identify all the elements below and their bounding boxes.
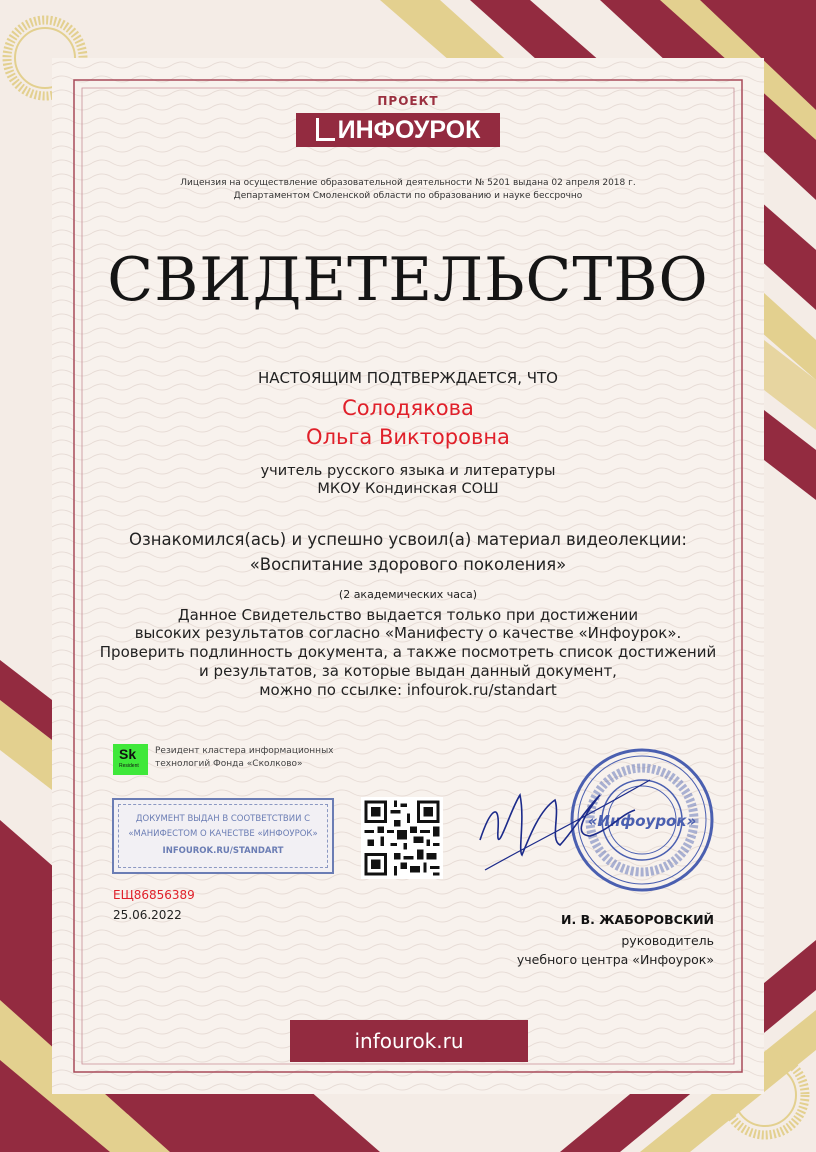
skolkovo-badge [113, 744, 148, 775]
manifest-line-2: «МАНИФЕСТОМ О КАЧЕСТВЕ «ИНФОУРОК» [128, 829, 318, 839]
infourok-logo [296, 113, 500, 147]
document-code: ЕЩ86856389 [113, 888, 195, 902]
body-line-3: Проверить подлинность документа, а также посмотреть список достижений [99, 643, 717, 661]
skolkovo-line-2: технологий Фонда «Сколково» [155, 759, 303, 769]
material-title: «Воспитание здорового поколения» [249, 555, 567, 574]
signer-role-2: учебного центра «Инфоурок» [516, 952, 714, 967]
confirm-text: НАСТОЯЩИМ ПОДТВЕРЖДАЕТСЯ, ЧТО [258, 369, 558, 387]
skolkovo-badge-sub: Resident [119, 763, 139, 769]
manifest-stamp [112, 798, 334, 874]
signer-name: И. В. ЖАБОРОВСКИЙ [561, 912, 714, 927]
recipient-surname: Солодякова [342, 396, 474, 420]
body-line-5: можно по ссылке: infourok.ru/standart [259, 681, 557, 699]
material-hours: (2 академических часа) [338, 588, 478, 601]
recipient-name: Ольга Викторовна [306, 425, 510, 449]
logo-text-part2: УРОК [413, 116, 481, 144]
license-line-2: Департаментом Смоленской области по образованию и науке бессрочно [233, 191, 583, 201]
recipient-school: МКОУ Кондинская СОШ [317, 481, 499, 497]
body-line-2: высоких результатов согласно «Манифесту о качестве «Инфоурок». [134, 624, 682, 642]
seal-center-text: «Инфоурок» [587, 812, 697, 830]
material-intro: Ознакомился(ась) и успешно усвоил(а) материал видеолекции: [128, 530, 687, 549]
skolkovo-badge-text: Sk [119, 746, 137, 762]
manifest-line-3: INFOUROK.RU/STANDART [162, 846, 284, 856]
logo-icon [316, 118, 335, 141]
manifest-line-1: ДОКУМЕНТ ВЫДАН В СООТВЕТСТВИИ С [135, 814, 311, 824]
body-line-1: Данное Свидетельство выдается только при достижении [177, 606, 639, 624]
recipient-position: учитель русского языка и литературы [260, 463, 556, 479]
project-label: ПРОЕКТ [377, 94, 439, 108]
body-line-4: и результатов, за которые выдан данный документ, [199, 662, 617, 680]
license-line-1: Лицензия на осуществление образовательной деятельности № 5201 выдана 02 апреля 2018 г. [180, 178, 636, 188]
skolkovo-text [155, 745, 334, 771]
signature-and-seal [460, 740, 730, 910]
official-seal [572, 750, 712, 890]
logo-text-part1: ИНФО [337, 116, 414, 144]
issue-date: 25.06.2022 [113, 908, 182, 922]
skolkovo-line-1: Резидент кластера информационных [155, 746, 334, 756]
certificate-title: СВИДЕТЕЛЬСТВО [107, 245, 709, 315]
qr-code[interactable] [361, 797, 443, 879]
signer-role-1: руководитель [621, 933, 714, 948]
footer-url-link[interactable]: infourok.ru [290, 1020, 528, 1062]
license-text [0, 177, 816, 203]
